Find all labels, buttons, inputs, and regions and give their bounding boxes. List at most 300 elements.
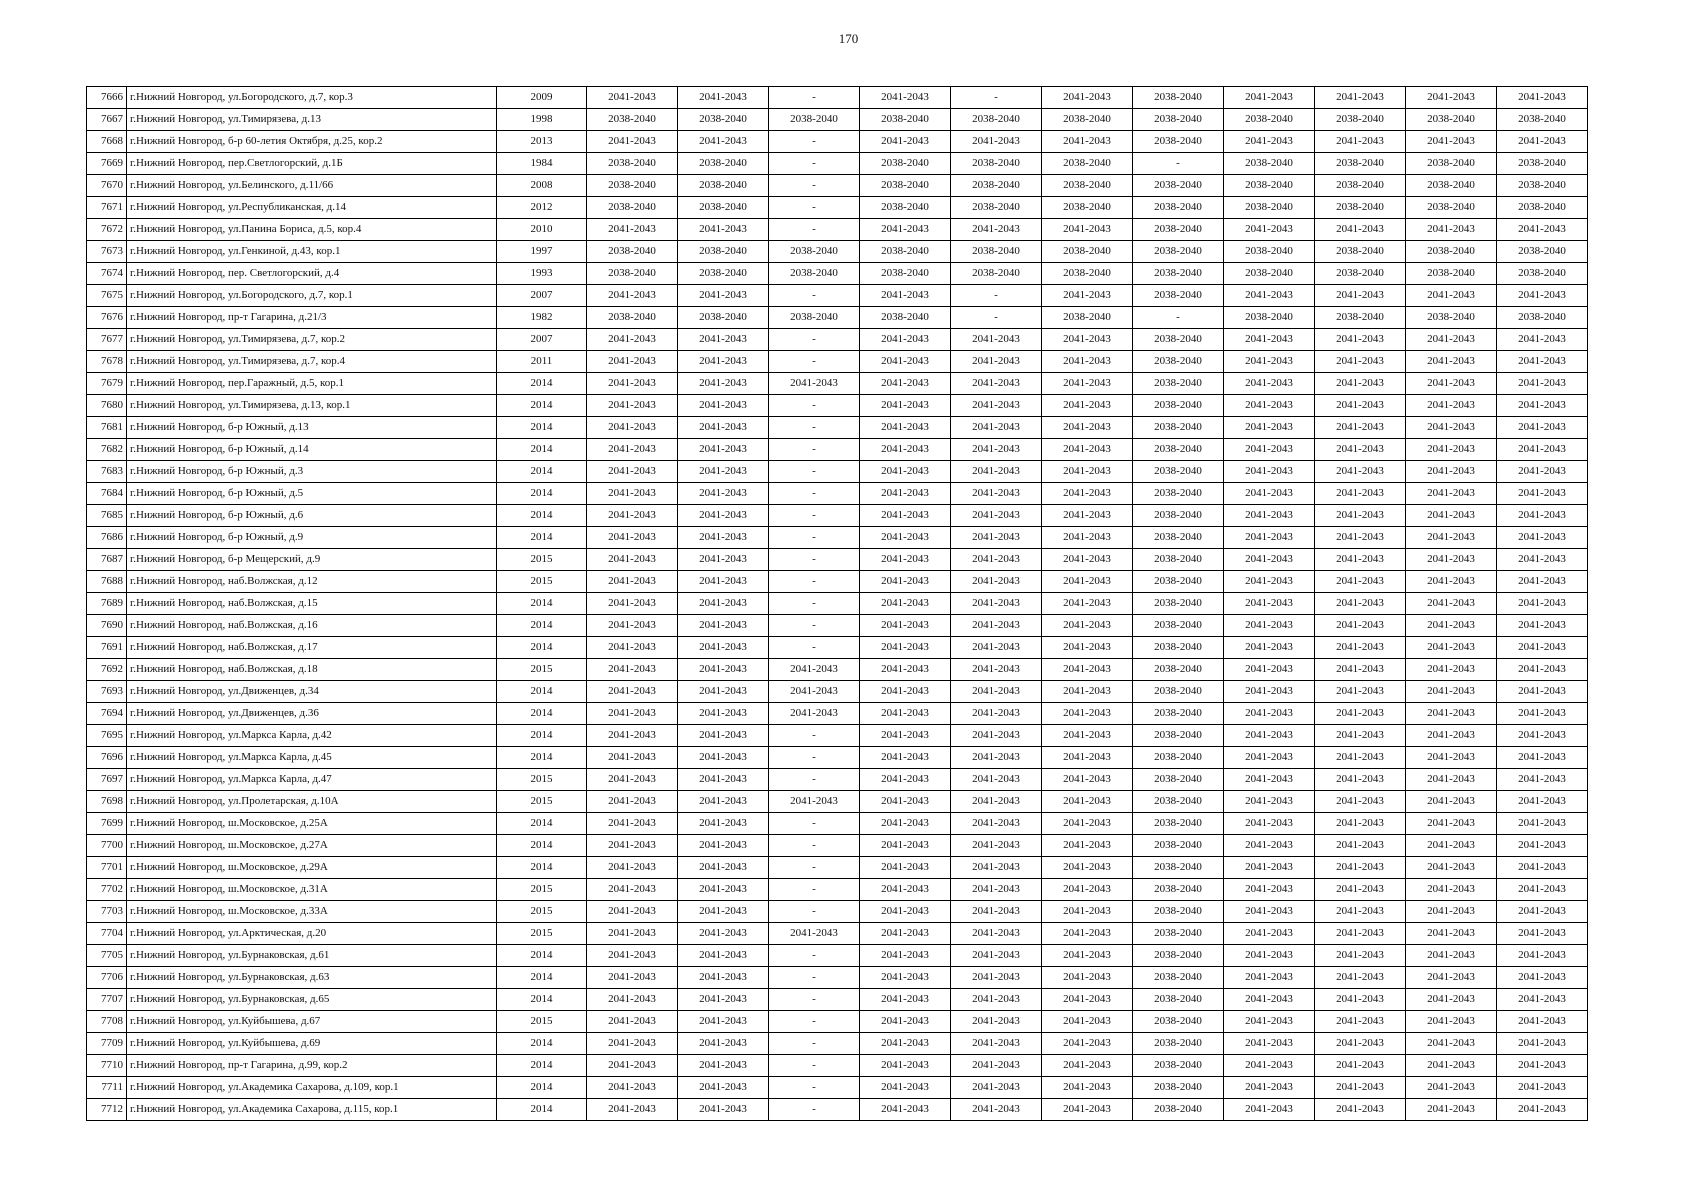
period-cell-2: 2038-2040 (678, 307, 769, 329)
period-cell-8: 2041-2043 (1224, 923, 1315, 945)
period-cell-10: 2041-2043 (1406, 395, 1497, 417)
table-row (87, 461, 1588, 483)
period-cell-10: 2038-2040 (1406, 263, 1497, 285)
period-cell-11: 2041-2043 (1497, 879, 1588, 901)
period-cell-8: 2041-2043 (1224, 549, 1315, 571)
period-cell-2: 2041-2043 (678, 857, 769, 879)
year-cell: 2007 (497, 329, 587, 351)
period-cell-5: 2038-2040 (951, 241, 1042, 263)
period-cell-1: 2041-2043 (587, 923, 678, 945)
year-cell: 2007 (497, 285, 587, 307)
year-cell: 2012 (497, 197, 587, 219)
period-cell-7: 2038-2040 (1133, 703, 1224, 725)
address-cell: г.Нижний Новгород, наб.Волжская, д.18 (127, 659, 497, 681)
period-cell-4: 2038-2040 (860, 153, 951, 175)
period-cell-4: 2041-2043 (860, 131, 951, 153)
period-cell-9: 2041-2043 (1315, 593, 1406, 615)
address-cell: г.Нижний Новгород, ул.Тимирязева, д.13 (127, 109, 497, 131)
table-row (87, 703, 1588, 725)
period-cell-7: 2038-2040 (1133, 593, 1224, 615)
period-cell-3: - (769, 945, 860, 967)
year-cell: 2014 (497, 527, 587, 549)
period-cell-9: 2041-2043 (1315, 901, 1406, 923)
period-cell-11: 2041-2043 (1497, 373, 1588, 395)
period-cell-10: 2041-2043 (1406, 1055, 1497, 1077)
year-cell: 2015 (497, 901, 587, 923)
year-cell: 2014 (497, 1077, 587, 1099)
period-cell-3: 2041-2043 (769, 791, 860, 813)
period-cell-10: 2041-2043 (1406, 769, 1497, 791)
period-cell-8: 2041-2043 (1224, 1011, 1315, 1033)
period-cell-3: - (769, 527, 860, 549)
period-cell-11: 2041-2043 (1497, 351, 1588, 373)
period-cell-4: 2041-2043 (860, 285, 951, 307)
period-cell-5: 2041-2043 (951, 747, 1042, 769)
address-cell: г.Нижний Новгород, пр-т Гагарина, д.21/3 (127, 307, 497, 329)
table-row (87, 1033, 1588, 1055)
row-number-cell: 7692 (87, 659, 127, 681)
period-cell-5: 2041-2043 (951, 835, 1042, 857)
row-number-cell: 7687 (87, 549, 127, 571)
period-cell-1: 2041-2043 (587, 373, 678, 395)
period-cell-1: 2041-2043 (587, 87, 678, 109)
period-cell-7: 2038-2040 (1133, 527, 1224, 549)
period-cell-9: 2041-2043 (1315, 791, 1406, 813)
year-cell: 2014 (497, 483, 587, 505)
period-cell-11: 2041-2043 (1497, 901, 1588, 923)
row-number-cell: 7685 (87, 505, 127, 527)
address-cell: г.Нижний Новгород, ул.Пролетарская, д.10А (127, 791, 497, 813)
period-cell-7: 2038-2040 (1133, 1099, 1224, 1121)
period-cell-11: 2041-2043 (1497, 1033, 1588, 1055)
period-cell-10: 2041-2043 (1406, 329, 1497, 351)
period-cell-5: 2041-2043 (951, 923, 1042, 945)
period-cell-8: 2041-2043 (1224, 1055, 1315, 1077)
period-cell-4: 2041-2043 (860, 219, 951, 241)
period-cell-8: 2041-2043 (1224, 659, 1315, 681)
row-number-cell: 7671 (87, 197, 127, 219)
period-cell-2: 2041-2043 (678, 615, 769, 637)
period-cell-3: - (769, 615, 860, 637)
year-cell: 2015 (497, 879, 587, 901)
period-cell-10: 2041-2043 (1406, 1077, 1497, 1099)
period-cell-1: 2041-2043 (587, 813, 678, 835)
year-cell: 2014 (497, 505, 587, 527)
period-cell-5: 2041-2043 (951, 659, 1042, 681)
period-cell-3: 2038-2040 (769, 263, 860, 285)
row-number-cell: 7686 (87, 527, 127, 549)
period-cell-5: 2041-2043 (951, 769, 1042, 791)
period-cell-7: 2038-2040 (1133, 109, 1224, 131)
period-cell-5: 2041-2043 (951, 681, 1042, 703)
period-cell-3: 2038-2040 (769, 241, 860, 263)
period-cell-4: 2041-2043 (860, 967, 951, 989)
period-cell-1: 2041-2043 (587, 835, 678, 857)
period-cell-7: 2038-2040 (1133, 285, 1224, 307)
period-cell-2: 2041-2043 (678, 593, 769, 615)
period-cell-6: 2041-2043 (1042, 813, 1133, 835)
period-cell-1: 2041-2043 (587, 945, 678, 967)
period-cell-3: 2038-2040 (769, 109, 860, 131)
period-cell-9: 2041-2043 (1315, 549, 1406, 571)
period-cell-8: 2041-2043 (1224, 395, 1315, 417)
period-cell-5: 2041-2043 (951, 395, 1042, 417)
period-cell-4: 2038-2040 (860, 197, 951, 219)
table-row (87, 879, 1588, 901)
address-cell: г.Нижний Новгород, ш.Московское, д.33А (127, 901, 497, 923)
period-cell-7: 2038-2040 (1133, 769, 1224, 791)
period-cell-2: 2041-2043 (678, 747, 769, 769)
period-cell-9: 2041-2043 (1315, 681, 1406, 703)
period-cell-8: 2038-2040 (1224, 175, 1315, 197)
period-cell-5: 2041-2043 (951, 857, 1042, 879)
period-cell-3: 2041-2043 (769, 703, 860, 725)
period-cell-1: 2041-2043 (587, 219, 678, 241)
period-cell-7: 2038-2040 (1133, 131, 1224, 153)
period-cell-6: 2041-2043 (1042, 923, 1133, 945)
period-cell-5: 2038-2040 (951, 197, 1042, 219)
period-cell-6: 2041-2043 (1042, 395, 1133, 417)
period-cell-5: 2038-2040 (951, 153, 1042, 175)
row-number-cell: 7689 (87, 593, 127, 615)
period-cell-5: 2041-2043 (951, 1099, 1042, 1121)
period-cell-4: 2041-2043 (860, 835, 951, 857)
row-number-cell: 7670 (87, 175, 127, 197)
period-cell-8: 2041-2043 (1224, 285, 1315, 307)
period-cell-1: 2041-2043 (587, 659, 678, 681)
period-cell-2: 2041-2043 (678, 527, 769, 549)
period-cell-3: - (769, 439, 860, 461)
period-cell-1: 2041-2043 (587, 395, 678, 417)
period-cell-6: 2038-2040 (1042, 241, 1133, 263)
address-cell: г.Нижний Новгород, наб.Волжская, д.15 (127, 593, 497, 615)
row-number-cell: 7678 (87, 351, 127, 373)
address-cell: г.Нижний Новгород, ул.Академика Сахарова, д.115, кор.1 (127, 1099, 497, 1121)
period-cell-8: 2041-2043 (1224, 879, 1315, 901)
period-cell-11: 2041-2043 (1497, 725, 1588, 747)
period-cell-1: 2041-2043 (587, 703, 678, 725)
period-cell-7: 2038-2040 (1133, 395, 1224, 417)
address-cell: г.Нижний Новгород, ул.Богородского, д.7, кор.1 (127, 285, 497, 307)
period-cell-7: 2038-2040 (1133, 241, 1224, 263)
period-cell-3: - (769, 857, 860, 879)
period-cell-10: 2041-2043 (1406, 615, 1497, 637)
period-cell-7: 2038-2040 (1133, 1055, 1224, 1077)
period-cell-7: 2038-2040 (1133, 351, 1224, 373)
period-cell-8: 2041-2043 (1224, 461, 1315, 483)
period-cell-2: 2041-2043 (678, 505, 769, 527)
period-cell-11: 2041-2043 (1497, 967, 1588, 989)
period-cell-2: 2041-2043 (678, 945, 769, 967)
period-cell-6: 2041-2043 (1042, 967, 1133, 989)
period-cell-9: 2041-2043 (1315, 373, 1406, 395)
period-cell-10: 2041-2043 (1406, 945, 1497, 967)
period-cell-10: 2041-2043 (1406, 417, 1497, 439)
period-cell-8: 2041-2043 (1224, 901, 1315, 923)
period-cell-2: 2041-2043 (678, 1099, 769, 1121)
period-cell-1: 2041-2043 (587, 1033, 678, 1055)
year-cell: 2009 (497, 87, 587, 109)
period-cell-8: 2041-2043 (1224, 483, 1315, 505)
row-number-cell: 7697 (87, 769, 127, 791)
period-cell-2: 2041-2043 (678, 417, 769, 439)
period-cell-5: 2041-2043 (951, 483, 1042, 505)
row-number-cell: 7682 (87, 439, 127, 461)
period-cell-1: 2038-2040 (587, 175, 678, 197)
period-cell-4: 2041-2043 (860, 329, 951, 351)
period-cell-10: 2038-2040 (1406, 175, 1497, 197)
year-cell: 2014 (497, 1033, 587, 1055)
period-cell-2: 2041-2043 (678, 373, 769, 395)
year-cell: 2014 (497, 1055, 587, 1077)
address-cell: г.Нижний Новгород, ш.Московское, д.25А (127, 813, 497, 835)
row-number-cell: 7681 (87, 417, 127, 439)
table-row (87, 1077, 1588, 1099)
period-cell-9: 2041-2043 (1315, 527, 1406, 549)
period-cell-4: 2041-2043 (860, 1055, 951, 1077)
period-cell-6: 2038-2040 (1042, 197, 1133, 219)
year-cell: 2014 (497, 681, 587, 703)
period-cell-4: 2041-2043 (860, 637, 951, 659)
period-cell-7: 2038-2040 (1133, 879, 1224, 901)
period-cell-5: 2041-2043 (951, 571, 1042, 593)
period-cell-10: 2038-2040 (1406, 307, 1497, 329)
period-cell-10: 2038-2040 (1406, 153, 1497, 175)
period-cell-4: 2041-2043 (860, 527, 951, 549)
table-row (87, 1055, 1588, 1077)
address-cell: г.Нижний Новгород, пр-т Гагарина, д.99, кор.2 (127, 1055, 497, 1077)
table-row (87, 417, 1588, 439)
period-cell-7: 2038-2040 (1133, 615, 1224, 637)
period-cell-9: 2041-2043 (1315, 923, 1406, 945)
period-cell-1: 2041-2043 (587, 725, 678, 747)
period-cell-10: 2041-2043 (1406, 593, 1497, 615)
period-cell-2: 2041-2043 (678, 439, 769, 461)
period-cell-6: 2041-2043 (1042, 659, 1133, 681)
year-cell: 2014 (497, 989, 587, 1011)
period-cell-9: 2041-2043 (1315, 725, 1406, 747)
period-cell-2: 2041-2043 (678, 285, 769, 307)
period-cell-9: 2041-2043 (1315, 219, 1406, 241)
period-cell-5: - (951, 87, 1042, 109)
year-cell: 2015 (497, 923, 587, 945)
period-cell-2: 2041-2043 (678, 703, 769, 725)
period-cell-1: 2038-2040 (587, 197, 678, 219)
period-cell-2: 2041-2043 (678, 351, 769, 373)
period-cell-1: 2041-2043 (587, 483, 678, 505)
row-number-cell: 7703 (87, 901, 127, 923)
period-cell-11: 2041-2043 (1497, 329, 1588, 351)
period-cell-2: 2041-2043 (678, 1055, 769, 1077)
period-cell-9: 2041-2043 (1315, 395, 1406, 417)
address-cell: г.Нижний Новгород, б-р Южный, д.9 (127, 527, 497, 549)
period-cell-1: 2041-2043 (587, 329, 678, 351)
row-number-cell: 7699 (87, 813, 127, 835)
period-cell-3: - (769, 219, 860, 241)
period-cell-11: 2041-2043 (1497, 813, 1588, 835)
period-cell-10: 2041-2043 (1406, 1011, 1497, 1033)
period-cell-1: 2041-2043 (587, 769, 678, 791)
period-cell-8: 2041-2043 (1224, 1099, 1315, 1121)
period-cell-4: 2041-2043 (860, 417, 951, 439)
period-cell-5: 2041-2043 (951, 131, 1042, 153)
period-cell-3: - (769, 417, 860, 439)
period-cell-8: 2041-2043 (1224, 571, 1315, 593)
period-cell-3: - (769, 769, 860, 791)
address-cell: г.Нижний Новгород, б-р Южный, д.13 (127, 417, 497, 439)
period-cell-11: 2041-2043 (1497, 769, 1588, 791)
address-cell: г.Нижний Новгород, наб.Волжская, д.16 (127, 615, 497, 637)
period-cell-2: 2038-2040 (678, 241, 769, 263)
address-cell: г.Нижний Новгород, ул.Бурнаковская, д.61 (127, 945, 497, 967)
table-row (87, 197, 1588, 219)
period-cell-6: 2041-2043 (1042, 857, 1133, 879)
period-cell-3: - (769, 571, 860, 593)
period-cell-1: 2038-2040 (587, 263, 678, 285)
address-cell: г.Нижний Новгород, ул.Республиканская, д.14 (127, 197, 497, 219)
period-cell-6: 2038-2040 (1042, 109, 1133, 131)
period-cell-4: 2041-2043 (860, 747, 951, 769)
year-cell: 2014 (497, 703, 587, 725)
address-cell: г.Нижний Новгород, ул.Куйбышева, д.67 (127, 1011, 497, 1033)
period-cell-9: 2038-2040 (1315, 307, 1406, 329)
period-cell-2: 2038-2040 (678, 263, 769, 285)
table-row (87, 571, 1588, 593)
period-cell-3: - (769, 395, 860, 417)
period-cell-10: 2041-2043 (1406, 571, 1497, 593)
period-cell-9: 2041-2043 (1315, 461, 1406, 483)
year-cell: 2014 (497, 967, 587, 989)
period-cell-4: 2041-2043 (860, 791, 951, 813)
table-row (87, 1011, 1588, 1033)
period-cell-6: 2041-2043 (1042, 703, 1133, 725)
year-cell: 2015 (497, 769, 587, 791)
period-cell-11: 2041-2043 (1497, 659, 1588, 681)
period-cell-4: 2041-2043 (860, 879, 951, 901)
row-number-cell: 7702 (87, 879, 127, 901)
period-cell-2: 2041-2043 (678, 571, 769, 593)
period-cell-5: 2041-2043 (951, 989, 1042, 1011)
period-cell-4: 2041-2043 (860, 703, 951, 725)
period-cell-5: 2041-2043 (951, 945, 1042, 967)
period-cell-8: 2041-2043 (1224, 835, 1315, 857)
period-cell-1: 2041-2043 (587, 285, 678, 307)
period-cell-3: - (769, 813, 860, 835)
period-cell-8: 2041-2043 (1224, 637, 1315, 659)
row-number-cell: 7667 (87, 109, 127, 131)
row-number-cell: 7690 (87, 615, 127, 637)
period-cell-2: 2041-2043 (678, 879, 769, 901)
period-cell-10: 2041-2043 (1406, 813, 1497, 835)
period-cell-8: 2041-2043 (1224, 351, 1315, 373)
period-cell-3: - (769, 1077, 860, 1099)
period-cell-1: 2041-2043 (587, 549, 678, 571)
period-cell-4: 2038-2040 (860, 175, 951, 197)
table-row (87, 109, 1588, 131)
period-cell-5: 2041-2043 (951, 1077, 1042, 1099)
row-number-cell: 7704 (87, 923, 127, 945)
period-cell-9: 2041-2043 (1315, 879, 1406, 901)
period-cell-3: - (769, 483, 860, 505)
row-number-cell: 7710 (87, 1055, 127, 1077)
period-cell-4: 2041-2043 (860, 989, 951, 1011)
period-cell-10: 2038-2040 (1406, 109, 1497, 131)
period-cell-4: 2041-2043 (860, 505, 951, 527)
period-cell-6: 2041-2043 (1042, 1033, 1133, 1055)
period-cell-4: 2038-2040 (860, 241, 951, 263)
period-cell-10: 2041-2043 (1406, 967, 1497, 989)
period-cell-5: 2041-2043 (951, 527, 1042, 549)
row-number-cell: 7696 (87, 747, 127, 769)
period-cell-3: - (769, 879, 860, 901)
period-cell-1: 2041-2043 (587, 439, 678, 461)
period-cell-2: 2041-2043 (678, 329, 769, 351)
period-cell-4: 2041-2043 (860, 901, 951, 923)
period-cell-10: 2041-2043 (1406, 549, 1497, 571)
period-cell-1: 2041-2043 (587, 417, 678, 439)
period-cell-7: 2038-2040 (1133, 923, 1224, 945)
period-cell-7: 2038-2040 (1133, 747, 1224, 769)
period-cell-7: 2038-2040 (1133, 197, 1224, 219)
period-cell-8: 2041-2043 (1224, 593, 1315, 615)
period-cell-1: 2041-2043 (587, 527, 678, 549)
period-cell-3: 2041-2043 (769, 659, 860, 681)
address-cell: г.Нижний Новгород, ш.Московское, д.27А (127, 835, 497, 857)
table-row (87, 967, 1588, 989)
address-cell: г.Нижний Новгород, ул.Тимирязева, д.7, кор.4 (127, 351, 497, 373)
period-cell-3: - (769, 1011, 860, 1033)
period-cell-9: 2041-2043 (1315, 835, 1406, 857)
address-cell: г.Нижний Новгород, ул.Бурнаковская, д.65 (127, 989, 497, 1011)
period-cell-9: 2041-2043 (1315, 1077, 1406, 1099)
period-cell-4: 2041-2043 (860, 659, 951, 681)
table-row (87, 593, 1588, 615)
year-cell: 2014 (497, 593, 587, 615)
period-cell-9: 2041-2043 (1315, 659, 1406, 681)
period-cell-11: 2038-2040 (1497, 197, 1588, 219)
period-cell-6: 2041-2043 (1042, 549, 1133, 571)
period-cell-9: 2041-2043 (1315, 417, 1406, 439)
period-cell-9: 2041-2043 (1315, 131, 1406, 153)
period-cell-2: 2038-2040 (678, 175, 769, 197)
period-cell-9: 2041-2043 (1315, 505, 1406, 527)
year-cell: 1998 (497, 109, 587, 131)
period-cell-3: 2041-2043 (769, 373, 860, 395)
period-cell-6: 2041-2043 (1042, 417, 1133, 439)
period-cell-8: 2041-2043 (1224, 1033, 1315, 1055)
period-cell-1: 2041-2043 (587, 1055, 678, 1077)
year-cell: 2014 (497, 417, 587, 439)
row-number-cell: 7711 (87, 1077, 127, 1099)
period-cell-7: 2038-2040 (1133, 175, 1224, 197)
period-cell-11: 2041-2043 (1497, 945, 1588, 967)
period-cell-6: 2038-2040 (1042, 175, 1133, 197)
period-cell-8: 2041-2043 (1224, 857, 1315, 879)
period-cell-8: 2041-2043 (1224, 681, 1315, 703)
period-cell-11: 2038-2040 (1497, 263, 1588, 285)
period-cell-5: 2041-2043 (951, 373, 1042, 395)
period-cell-11: 2038-2040 (1497, 175, 1588, 197)
row-number-cell: 7684 (87, 483, 127, 505)
period-cell-11: 2041-2043 (1497, 505, 1588, 527)
period-cell-4: 2041-2043 (860, 1033, 951, 1055)
period-cell-6: 2038-2040 (1042, 263, 1133, 285)
table-row (87, 725, 1588, 747)
period-cell-4: 2041-2043 (860, 725, 951, 747)
table-row (87, 681, 1588, 703)
period-cell-8: 2041-2043 (1224, 1077, 1315, 1099)
table-row (87, 505, 1588, 527)
